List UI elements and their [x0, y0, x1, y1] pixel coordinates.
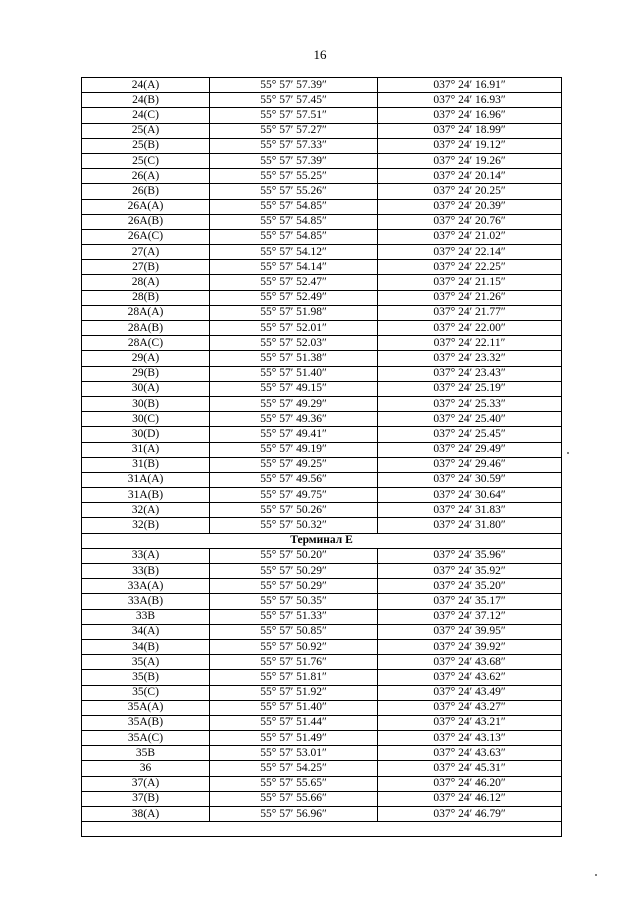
longitude-cell: 037° 24′ 20.25″ [378, 184, 562, 199]
table-row [82, 290, 562, 305]
empty-cell [82, 822, 562, 837]
longitude-cell: 037° 24′ 31.83″ [378, 503, 562, 518]
scan-speck [567, 452, 569, 454]
table-row [82, 93, 562, 108]
table-row [82, 245, 562, 260]
latitude-cell: 55° 57′ 54.14″ [210, 260, 378, 275]
point-id-cell: 28A(A) [82, 305, 210, 320]
longitude-cell: 037° 24′ 18.99″ [378, 123, 562, 138]
table-row [82, 199, 562, 214]
longitude-cell: 037° 24′ 22.11″ [378, 336, 562, 351]
latitude-cell: 55° 57′ 51.38″ [210, 351, 378, 366]
table-row [82, 108, 562, 123]
point-id-cell: 36 [82, 761, 210, 776]
latitude-cell: 55° 57′ 49.19″ [210, 442, 378, 457]
table-row [82, 594, 562, 609]
table-row [82, 564, 562, 579]
latitude-cell: 55° 57′ 56.96″ [210, 807, 378, 822]
longitude-cell: 037° 24′ 46.20″ [378, 776, 562, 791]
table-row [82, 715, 562, 730]
latitude-cell: 55° 57′ 50.29″ [210, 579, 378, 594]
latitude-cell: 55° 57′ 57.51″ [210, 108, 378, 123]
coordinates-table [81, 77, 562, 837]
latitude-cell: 55° 57′ 54.12″ [210, 245, 378, 260]
latitude-cell: 55° 57′ 51.33″ [210, 609, 378, 624]
table-row [82, 305, 562, 320]
latitude-cell: 55° 57′ 55.26″ [210, 184, 378, 199]
longitude-cell: 037° 24′ 21.02″ [378, 229, 562, 244]
longitude-cell: 037° 24′ 25.19″ [378, 381, 562, 396]
point-id-cell: 33A(B) [82, 594, 210, 609]
table-row [82, 472, 562, 487]
table-row [82, 579, 562, 594]
longitude-cell: 037° 24′ 43.68″ [378, 655, 562, 670]
latitude-cell: 55° 57′ 49.29″ [210, 396, 378, 411]
table-row [82, 731, 562, 746]
point-id-cell: 26A(C) [82, 229, 210, 244]
longitude-cell: 037° 24′ 43.27″ [378, 700, 562, 715]
table-row [82, 791, 562, 806]
longitude-cell: 037° 24′ 20.76″ [378, 214, 562, 229]
point-id-cell: 35(A) [82, 655, 210, 670]
latitude-cell: 55° 57′ 50.26″ [210, 503, 378, 518]
point-id-cell: 33A(A) [82, 579, 210, 594]
section-title: Терминал Е [82, 533, 562, 548]
longitude-cell: 037° 24′ 35.17″ [378, 594, 562, 609]
table-row [82, 336, 562, 351]
latitude-cell: 55° 57′ 51.98″ [210, 305, 378, 320]
point-id-cell: 25(A) [82, 123, 210, 138]
latitude-cell: 55° 57′ 57.27″ [210, 123, 378, 138]
latitude-cell: 55° 57′ 50.32″ [210, 518, 378, 533]
table-row [82, 746, 562, 761]
table-row [82, 518, 562, 533]
point-id-cell: 26A(A) [82, 199, 210, 214]
longitude-cell: 037° 24′ 20.14″ [378, 169, 562, 184]
point-id-cell: 35A(B) [82, 715, 210, 730]
point-id-cell: 35A(C) [82, 731, 210, 746]
point-id-cell: 33(B) [82, 564, 210, 579]
latitude-cell: 55° 57′ 51.81″ [210, 670, 378, 685]
longitude-cell: 037° 24′ 19.12″ [378, 138, 562, 153]
latitude-cell: 55° 57′ 52.03″ [210, 336, 378, 351]
table-row [82, 366, 562, 381]
latitude-cell: 55° 57′ 52.47″ [210, 275, 378, 290]
longitude-cell: 037° 24′ 30.64″ [378, 488, 562, 503]
point-id-cell: 33B [82, 609, 210, 624]
point-id-cell: 38(A) [82, 807, 210, 822]
point-id-cell: 25(B) [82, 138, 210, 153]
latitude-cell: 55° 57′ 50.20″ [210, 548, 378, 563]
latitude-cell: 55° 57′ 57.33″ [210, 138, 378, 153]
longitude-cell: 037° 24′ 35.96″ [378, 548, 562, 563]
point-id-cell: 26(A) [82, 169, 210, 184]
longitude-cell: 037° 24′ 46.12″ [378, 791, 562, 806]
table-row [82, 807, 562, 822]
longitude-cell: 037° 24′ 16.91″ [378, 78, 562, 93]
longitude-cell: 037° 24′ 21.26″ [378, 290, 562, 305]
longitude-cell: 037° 24′ 35.20″ [378, 579, 562, 594]
latitude-cell: 55° 57′ 54.25″ [210, 761, 378, 776]
point-id-cell: 27(B) [82, 260, 210, 275]
point-id-cell: 31(A) [82, 442, 210, 457]
table-row [82, 396, 562, 411]
table-row [82, 184, 562, 199]
latitude-cell: 55° 57′ 55.65″ [210, 776, 378, 791]
table-row [82, 548, 562, 563]
table-row [82, 457, 562, 472]
point-id-cell: 37(B) [82, 791, 210, 806]
point-id-cell: 32(B) [82, 518, 210, 533]
latitude-cell: 55° 57′ 50.35″ [210, 594, 378, 609]
table-row [82, 776, 562, 791]
longitude-cell: 037° 24′ 43.13″ [378, 731, 562, 746]
longitude-cell: 037° 24′ 19.26″ [378, 153, 562, 168]
longitude-cell: 037° 24′ 31.80″ [378, 518, 562, 533]
longitude-cell: 037° 24′ 22.14″ [378, 245, 562, 260]
table-body-part2 [82, 548, 562, 821]
section-header-row [82, 533, 562, 548]
table-row [82, 260, 562, 275]
table-row [82, 639, 562, 654]
point-id-cell: 34(A) [82, 624, 210, 639]
longitude-cell: 037° 24′ 43.63″ [378, 746, 562, 761]
point-id-cell: 24(C) [82, 108, 210, 123]
longitude-cell: 037° 24′ 16.93″ [378, 93, 562, 108]
point-id-cell: 35(C) [82, 685, 210, 700]
latitude-cell: 55° 57′ 57.45″ [210, 93, 378, 108]
table-row [82, 123, 562, 138]
latitude-cell: 55° 57′ 50.92″ [210, 639, 378, 654]
longitude-cell: 037° 24′ 37.12″ [378, 609, 562, 624]
table-row [82, 138, 562, 153]
latitude-cell: 55° 57′ 51.40″ [210, 700, 378, 715]
point-id-cell: 35A(A) [82, 700, 210, 715]
latitude-cell: 55° 57′ 51.44″ [210, 715, 378, 730]
latitude-cell: 55° 57′ 49.25″ [210, 457, 378, 472]
table-row [82, 351, 562, 366]
table-row [82, 427, 562, 442]
longitude-cell: 037° 24′ 21.77″ [378, 305, 562, 320]
longitude-cell: 037° 24′ 43.49″ [378, 685, 562, 700]
section-header-row-group [82, 533, 562, 548]
longitude-cell: 037° 24′ 39.92″ [378, 639, 562, 654]
point-id-cell: 35(B) [82, 670, 210, 685]
table-footer [82, 822, 562, 837]
table-row [82, 214, 562, 229]
table-row [82, 503, 562, 518]
table-row [82, 442, 562, 457]
longitude-cell: 037° 24′ 46.79″ [378, 807, 562, 822]
latitude-cell: 55° 57′ 52.01″ [210, 321, 378, 336]
longitude-cell: 037° 24′ 29.46″ [378, 457, 562, 472]
table-body-part1 [82, 78, 562, 534]
point-id-cell: 37(A) [82, 776, 210, 791]
latitude-cell: 55° 57′ 49.36″ [210, 412, 378, 427]
point-id-cell: 30(C) [82, 412, 210, 427]
latitude-cell: 55° 57′ 54.85″ [210, 199, 378, 214]
table-row [82, 761, 562, 776]
longitude-cell: 037° 24′ 20.39″ [378, 199, 562, 214]
longitude-cell: 037° 24′ 22.25″ [378, 260, 562, 275]
point-id-cell: 25(C) [82, 153, 210, 168]
point-id-cell: 26(B) [82, 184, 210, 199]
empty-row [82, 822, 562, 837]
longitude-cell: 037° 24′ 16.96″ [378, 108, 562, 123]
latitude-cell: 55° 57′ 55.25″ [210, 169, 378, 184]
point-id-cell: 30(A) [82, 381, 210, 396]
latitude-cell: 55° 57′ 50.29″ [210, 564, 378, 579]
latitude-cell: 55° 57′ 52.49″ [210, 290, 378, 305]
table-row [82, 321, 562, 336]
latitude-cell: 55° 57′ 54.85″ [210, 229, 378, 244]
table-row [82, 488, 562, 503]
point-id-cell: 26A(B) [82, 214, 210, 229]
longitude-cell: 037° 24′ 25.33″ [378, 396, 562, 411]
latitude-cell: 55° 57′ 57.39″ [210, 153, 378, 168]
longitude-cell: 037° 24′ 25.45″ [378, 427, 562, 442]
longitude-cell: 037° 24′ 21.15″ [378, 275, 562, 290]
latitude-cell: 55° 57′ 49.56″ [210, 472, 378, 487]
point-id-cell: 30(B) [82, 396, 210, 411]
latitude-cell: 55° 57′ 49.75″ [210, 488, 378, 503]
point-id-cell: 28(A) [82, 275, 210, 290]
point-id-cell: 31A(B) [82, 488, 210, 503]
point-id-cell: 32(A) [82, 503, 210, 518]
longitude-cell: 037° 24′ 45.31″ [378, 761, 562, 776]
longitude-cell: 037° 24′ 30.59″ [378, 472, 562, 487]
table-row [82, 381, 562, 396]
longitude-cell: 037° 24′ 25.40″ [378, 412, 562, 427]
longitude-cell: 037° 24′ 43.21″ [378, 715, 562, 730]
longitude-cell: 037° 24′ 35.92″ [378, 564, 562, 579]
table-row [82, 275, 562, 290]
point-id-cell: 29(A) [82, 351, 210, 366]
page-number: 16 [313, 47, 327, 62]
point-id-cell: 34(B) [82, 639, 210, 654]
point-id-cell: 28A(C) [82, 336, 210, 351]
latitude-cell: 55° 57′ 51.49″ [210, 731, 378, 746]
point-id-cell: 31(B) [82, 457, 210, 472]
table-row [82, 229, 562, 244]
latitude-cell: 55° 57′ 49.15″ [210, 381, 378, 396]
point-id-cell: 28(B) [82, 290, 210, 305]
longitude-cell: 037° 24′ 29.49″ [378, 442, 562, 457]
longitude-cell: 037° 24′ 23.32″ [378, 351, 562, 366]
table-row [82, 169, 562, 184]
longitude-cell: 037° 24′ 23.43″ [378, 366, 562, 381]
latitude-cell: 55° 57′ 50.85″ [210, 624, 378, 639]
point-id-cell: 30(D) [82, 427, 210, 442]
point-id-cell: 35B [82, 746, 210, 761]
latitude-cell: 55° 57′ 57.39″ [210, 78, 378, 93]
scan-speck [595, 874, 597, 876]
table-row [82, 700, 562, 715]
table-row [82, 153, 562, 168]
table-row [82, 670, 562, 685]
longitude-cell: 037° 24′ 43.62″ [378, 670, 562, 685]
latitude-cell: 55° 57′ 51.76″ [210, 655, 378, 670]
longitude-cell: 037° 24′ 22.00″ [378, 321, 562, 336]
longitude-cell: 037° 24′ 39.95″ [378, 624, 562, 639]
latitude-cell: 55° 57′ 55.66″ [210, 791, 378, 806]
latitude-cell: 55° 57′ 53.01″ [210, 746, 378, 761]
table-row [82, 609, 562, 624]
table-row [82, 412, 562, 427]
latitude-cell: 55° 57′ 49.41″ [210, 427, 378, 442]
point-id-cell: 31A(A) [82, 472, 210, 487]
latitude-cell: 55° 57′ 54.85″ [210, 214, 378, 229]
table-row [82, 78, 562, 93]
table-row [82, 624, 562, 639]
latitude-cell: 55° 57′ 51.40″ [210, 366, 378, 381]
table-row [82, 655, 562, 670]
point-id-cell: 33(A) [82, 548, 210, 563]
point-id-cell: 24(A) [82, 78, 210, 93]
point-id-cell: 24(B) [82, 93, 210, 108]
point-id-cell: 27(A) [82, 245, 210, 260]
table-row [82, 685, 562, 700]
point-id-cell: 28A(B) [82, 321, 210, 336]
latitude-cell: 55° 57′ 51.92″ [210, 685, 378, 700]
point-id-cell: 29(B) [82, 366, 210, 381]
